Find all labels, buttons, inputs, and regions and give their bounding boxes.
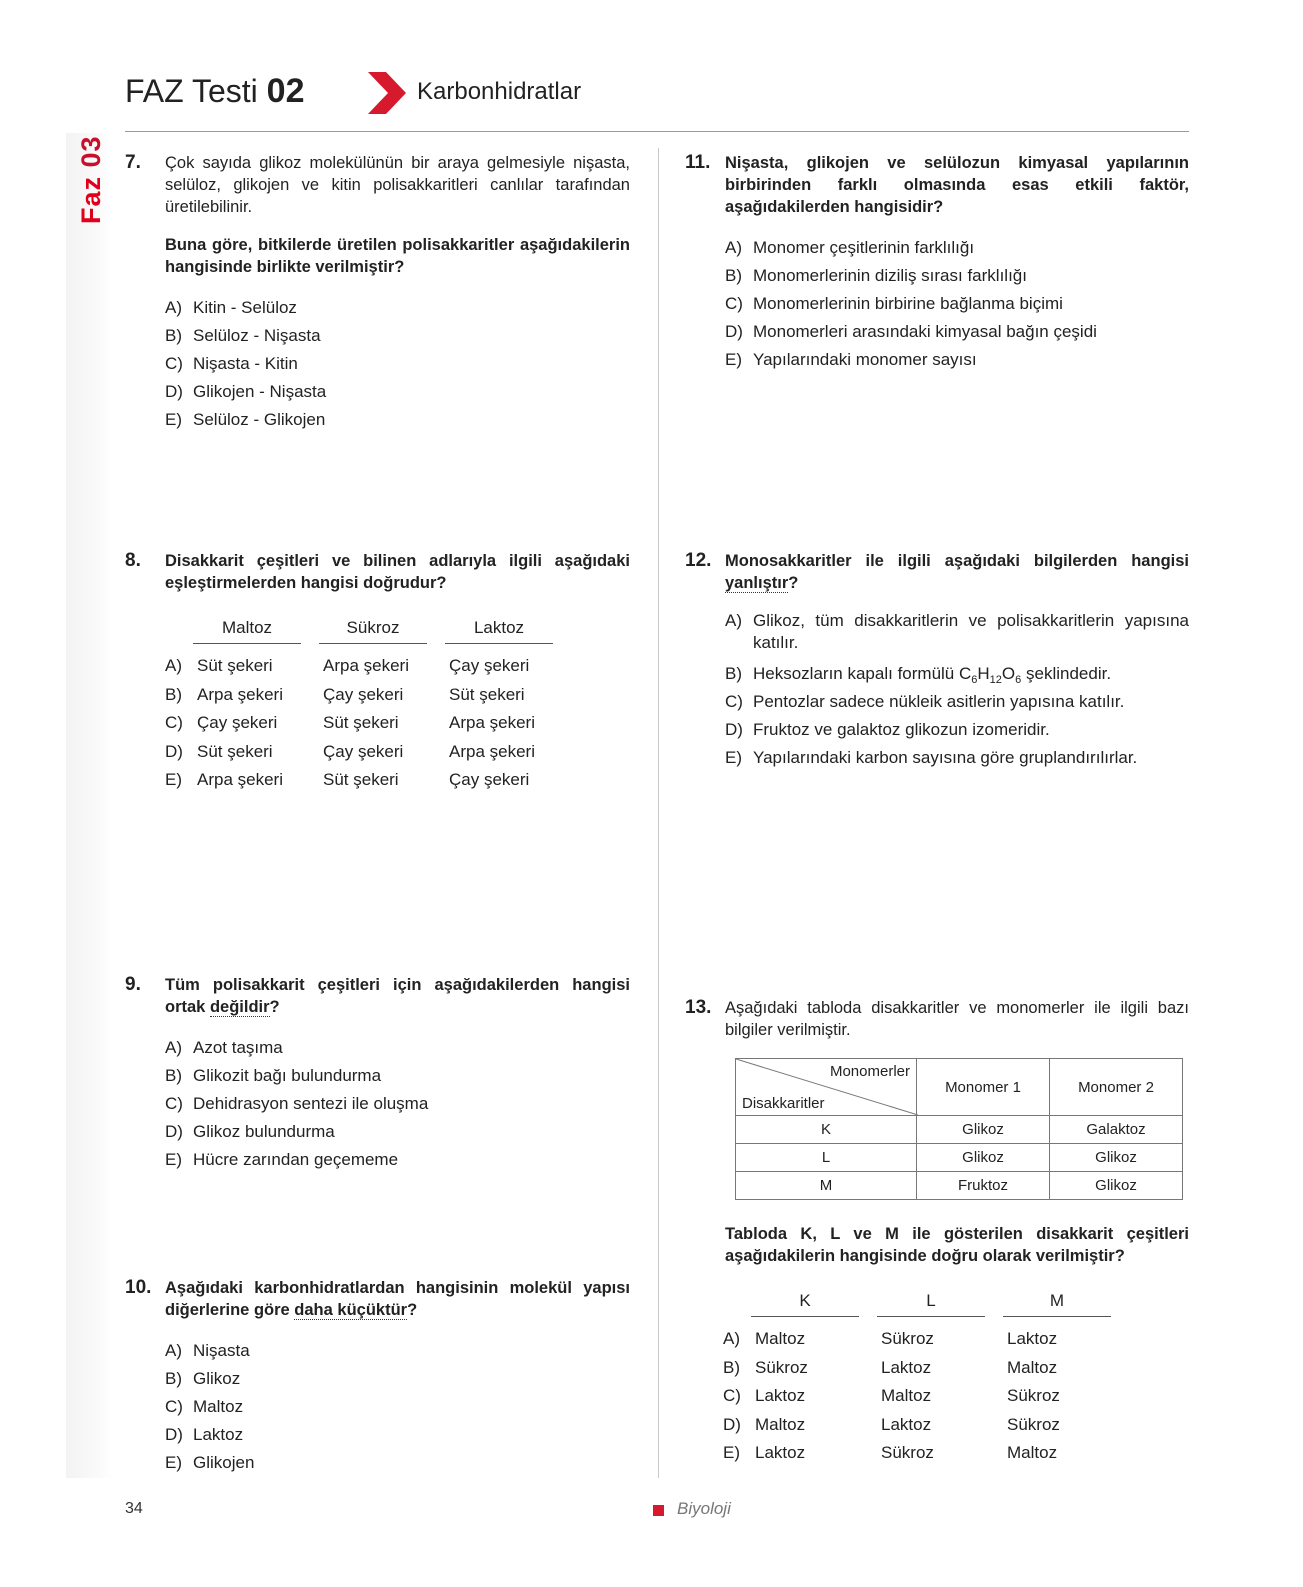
- option-text: Glikojen: [193, 1453, 255, 1472]
- option-cell: Süt şekeri: [449, 684, 525, 704]
- option-cell: Çay şekeri: [323, 741, 404, 761]
- footer-square-icon: [653, 1505, 664, 1516]
- option-text: Glikojen - Nişasta: [193, 382, 327, 401]
- option-letter: E): [723, 1443, 740, 1462]
- option-d: D) Fruktoz ve galaktoz glikozun izomeridir.: [725, 720, 1050, 739]
- option-letter: D): [725, 322, 743, 341]
- options-list: [725, 610, 1189, 772]
- option-letter: E): [725, 350, 742, 369]
- option-item: [165, 1146, 630, 1174]
- options-list: [725, 234, 1189, 374]
- option-text: Dehidrasyon sentezi ile oluşma: [193, 1094, 429, 1113]
- option-letter: D): [165, 1122, 183, 1141]
- option-item: [725, 234, 1189, 262]
- option-item: [165, 1034, 630, 1062]
- column-header: Maltoz: [193, 614, 301, 644]
- option-row: [723, 1411, 1189, 1440]
- option-item: [165, 1337, 630, 1365]
- option-text: Selüloz - Glikojen: [193, 410, 326, 429]
- options-list: [165, 294, 630, 434]
- matching-table: [723, 1287, 1189, 1468]
- option-letter: B): [725, 266, 742, 285]
- option-cell: Laktoz: [1007, 1329, 1058, 1348]
- option-cell: Laktoz: [881, 1414, 932, 1434]
- question-9: 9. Tüm polisakkarit çeşitleri için aşağıdakilerden hangisi ortak değildir? A) Azot taşıma B) Glikozit bağı bulundurma C) Dehidrasyon sentezi ile oluşma D) Glikoz bulundurma E) Hücre zarından geçememe: [125, 974, 630, 1174]
- table-row: K Glikoz Galaktoz: [736, 1116, 1183, 1144]
- option-cell: Arpa şekeri: [449, 713, 535, 732]
- table-header-monomer1: Monomer 1: [917, 1059, 1050, 1116]
- option-letter: D): [723, 1414, 741, 1434]
- option-text: Yapılarındaki monomer sayısı: [753, 350, 977, 369]
- column-header: L: [877, 1287, 985, 1317]
- option-letter: A): [165, 656, 182, 675]
- table-corner-bottom: Disakkaritler: [742, 1095, 825, 1112]
- option-item: [165, 378, 630, 406]
- option-cell: Çay şekeri: [323, 684, 404, 704]
- option-item: [165, 322, 630, 350]
- option-text: Azot taşıma: [193, 1038, 283, 1057]
- option-item: [165, 1062, 630, 1090]
- option-text: Glikozit bağı bulundurma: [193, 1066, 382, 1085]
- column-header: M: [1003, 1287, 1111, 1317]
- option-letter: C): [165, 713, 183, 732]
- data-table: [735, 1058, 1183, 1200]
- option-text: Hücre zarından geçememe: [193, 1150, 399, 1169]
- option-item: [165, 1118, 630, 1146]
- option-row: [165, 738, 630, 767]
- option-text: Nişasta - Kitin: [193, 354, 298, 373]
- header-divider: [125, 131, 1189, 132]
- option-cell: Maltoz: [881, 1386, 932, 1405]
- option-text: Glikoz bulundurma: [193, 1122, 335, 1141]
- test-title: FAZ Testi 02: [125, 72, 305, 110]
- option-cell: Sükroz: [881, 1329, 934, 1348]
- option-item: [725, 290, 1189, 318]
- option-cell: Sükroz: [1007, 1414, 1060, 1434]
- option-letter: B): [723, 1357, 740, 1377]
- option-cell: Süt şekeri: [323, 713, 399, 732]
- option-cell: Maltoz: [755, 1414, 806, 1434]
- table-header-monomer2: Monomer 2: [1050, 1059, 1183, 1116]
- option-row: [165, 766, 630, 795]
- option-cell: Arpa şekeri: [197, 684, 283, 704]
- column-header: Sükroz: [319, 614, 427, 644]
- option-cell: Laktoz: [755, 1386, 806, 1405]
- option-cell: Maltoz: [1007, 1443, 1058, 1462]
- option-cell: Arpa şekeri: [323, 656, 409, 675]
- option-row: [723, 1325, 1189, 1354]
- question-text: Tüm polisakkarit çeşitleri için aşağıdakilerden hangisi ortak değildir?: [165, 976, 630, 1016]
- question-text: Buna göre, bitkilerde üretilen polisakkaritler aşağıdakilerin hangisinde birlikte verilmiştir?: [165, 236, 630, 276]
- option-cell: Laktoz: [881, 1357, 932, 1377]
- option-text: Monomer çeşitlerinin farklılığı: [753, 238, 975, 257]
- option-letter: B): [165, 1066, 182, 1085]
- option-letter: C): [165, 1094, 183, 1113]
- option-row: [723, 1439, 1189, 1468]
- option-item: [165, 350, 630, 378]
- footer-subject: Biyoloji: [677, 1499, 731, 1518]
- option-row: [165, 681, 630, 710]
- matching-table: [165, 614, 630, 795]
- option-letter: E): [165, 1453, 182, 1472]
- question-stem: Çok sayıda glikoz molekülünün bir araya gelmesiyle nişasta, selüloz, glikojen ve kitin polisakkaritleri canlılar tarafından üretilebilinir.: [165, 154, 630, 216]
- option-b: B) Heksozların kapalı formülü $C_6H_{12}O_6$ şeklindedir.: [725, 664, 1112, 686]
- option-cell: Maltoz: [1007, 1357, 1058, 1377]
- option-row: [723, 1382, 1189, 1411]
- chevron-right-icon: [362, 70, 408, 116]
- option-letter: C): [725, 294, 743, 313]
- table-corner-top: Monomerler: [829, 1063, 910, 1080]
- option-cell: Sükroz: [755, 1357, 808, 1377]
- option-text: Nişasta: [193, 1341, 250, 1360]
- question-13: 13. Aşağıdaki tabloda disakkaritler ve monomerler ile ilgili bazı bilgiler verilmiştir.: [685, 997, 1189, 1039]
- option-letter: A): [723, 1329, 740, 1348]
- option-letter: A): [165, 1038, 182, 1057]
- option-cell: Arpa şekeri: [449, 741, 535, 761]
- side-label: Faz 03: [76, 135, 106, 224]
- question-stem: Aşağıdaki tabloda disakkaritler ve monomerler ile ilgili bazı bilgiler verilmiştir.: [725, 999, 1189, 1039]
- option-e: E) Yapılarındaki karbon sayısına göre gruplandırılırlar.: [725, 748, 1138, 767]
- option-cell: Süt şekeri: [197, 656, 273, 675]
- option-item: [165, 1449, 630, 1477]
- option-letter: B): [165, 684, 182, 704]
- table-row: M Fruktoz Glikoz: [736, 1172, 1183, 1200]
- option-text: Laktoz: [193, 1425, 244, 1444]
- option-letter: E): [165, 410, 182, 429]
- option-cell: Çay şekeri: [197, 713, 278, 732]
- option-letter: D): [165, 382, 183, 401]
- side-strip: [66, 133, 112, 1478]
- option-cell: Çay şekeri: [449, 656, 530, 675]
- column-header: K: [751, 1287, 859, 1317]
- question-text: Nişasta, glikojen ve selülozun kimyasal yapılarının birbirinden farklı olmasında esas etkili faktör, aşağıdakilerden hangisidir?: [725, 154, 1189, 216]
- options-list: [165, 1034, 630, 1174]
- option-item: [725, 346, 1189, 374]
- option-item: [725, 262, 1189, 290]
- option-item: [165, 406, 630, 434]
- question-8: 8. Disakkarit çeşitleri ve bilinen adlarıyla ilgili aşağıdaki eşleştirmelerden hangisi doğrudur? Maltoz Sükroz Laktoz A) Süt şekeri Arpa şekeri Çay şekeri B) Arpa şekeri Çay şekeri Süt şekeri C) Çay şekeri Süt şekeri Arpa şekeri D) Süt şekeri Çay şekeri Arpa şekeri E) Arpa şekeri Süt şekeri Çay şekeri: [125, 550, 630, 795]
- option-letter: B): [165, 326, 182, 345]
- option-letter: A): [165, 1341, 182, 1360]
- option-text: Monomerleri arasındaki kimyasal bağın çeşidi: [753, 322, 1097, 341]
- option-text: Glikoz: [193, 1369, 241, 1388]
- option-text: Maltoz: [193, 1397, 244, 1416]
- question-text: Monosakkaritler ile ilgili aşağıdaki bilgilerden hangisi yanlıştır?: [725, 552, 1189, 592]
- option-cell: Sükroz: [881, 1443, 934, 1462]
- table-row: L Glikoz Glikoz: [736, 1144, 1183, 1172]
- question-text: Tabloda K, L ve M ile gösterilen disakkarit çeşitleri aşağıdakilerin hangisinde doğru olarak verilmiştir?: [725, 1225, 1189, 1265]
- option-item: [165, 294, 630, 322]
- options-list: [165, 1337, 630, 1477]
- table-corner-cell: [736, 1059, 917, 1116]
- option-item: [165, 1090, 630, 1118]
- option-text: Selüloz - Nişasta: [193, 326, 321, 345]
- option-row: [165, 709, 630, 738]
- topic-title: Karbonhidratlar: [417, 78, 582, 105]
- option-cell: Laktoz: [755, 1443, 806, 1462]
- option-row: [723, 1354, 1189, 1383]
- option-letter: A): [725, 238, 742, 257]
- option-letter: C): [165, 1397, 183, 1416]
- option-text: Monomerlerinin diziliş sırası farklılığı: [753, 266, 1027, 285]
- option-letter: E): [165, 770, 182, 789]
- question-7: 7. Çok sayıda glikoz molekülünün bir araya gelmesiyle nişasta, selüloz, glikojen ve kitin polisakkaritleri canlılar tarafından üretilebilinir. Buna göre, bitkilerde üretilen polisakkaritler aşağıdakilerin hangisinde birlikte verilmiştir? A) Kitin - Selüloz B) Selüloz - Nişasta C) Nişasta - Kitin D) Glikojen - Nişasta E) Selüloz - Glikojen: [125, 152, 630, 434]
- option-c: C) Pentozlar sadece nükleik asitlerin yapısına katılır.: [725, 692, 1125, 711]
- option-cell: Maltoz: [755, 1329, 806, 1348]
- option-letter: D): [165, 741, 183, 761]
- option-letter: B): [165, 1369, 182, 1388]
- question-10: 10. Aşağıdaki karbonhidratlardan hangisinin molekül yapısı diğerlerine göre daha küçüktür? A) Nişasta B) Glikoz C) Maltoz D) Laktoz E) Glikojen: [125, 1277, 630, 1477]
- option-letter: C): [165, 354, 183, 373]
- option-letter: D): [165, 1425, 183, 1444]
- option-item: [165, 1365, 630, 1393]
- question-text: Aşağıdaki karbonhidratlardan hangisinin molekül yapısı diğerlerine göre daha küçüktür?: [165, 1279, 630, 1319]
- question-12: 12. Monosakkaritler ile ilgili aşağıdaki bilgilerden hangisi yanlıştır? A) Glikoz, tüm disakkaritlerin ve polisakkaritlerin yapısına katılır. B) Heksozların kapalı formülü $C_6H_{12}O_6$ şeklindedir. C) Pentozlar sadece nükleik asitlerin yapısına katılır. D) Fruktoz ve galaktoz glikozun izomeridir. E) Yapılarındaki karbon sayısına göre gruplandırılırlar.: [685, 550, 1189, 772]
- option-text: Monomerlerinin birbirine bağlanma biçimi: [753, 294, 1063, 313]
- option-cell: Çay şekeri: [449, 770, 530, 789]
- option-cell: Sükroz: [1007, 1386, 1060, 1405]
- option-letter: E): [165, 1150, 182, 1169]
- option-item: [165, 1421, 630, 1449]
- option-item: [725, 318, 1189, 346]
- option-item: [165, 1393, 630, 1421]
- column-divider: [658, 148, 659, 1478]
- question-13-prompt: [725, 1223, 1189, 1468]
- page-number: 34: [125, 1500, 143, 1517]
- option-a: A) Glikoz, tüm disakkaritlerin ve polisakkaritlerin yapısına katılır.: [725, 611, 1189, 652]
- question-11: 11. Nişasta, glikojen ve selülozun kimyasal yapılarının birbirinden farklı olmasında esas etkili faktör, aşağıdakilerden hangisidir? A) Monomer çeşitlerinin farklılığı B) Monomerlerinin diziliş sırası farklılığı C) Monomerlerinin birbirine bağlanma biçimi D) Monomerleri arasındaki kimyasal bağın çeşidi E) Yapılarındaki monomer sayısı: [685, 152, 1189, 374]
- option-text: Kitin - Selüloz: [193, 298, 297, 317]
- option-letter: C): [723, 1386, 741, 1405]
- column-header: Laktoz: [445, 614, 553, 644]
- option-letter: A): [165, 298, 182, 317]
- option-row: [165, 652, 630, 681]
- option-cell: Süt şekeri: [197, 741, 273, 761]
- question-text: Disakkarit çeşitleri ve bilinen adlarıyla ilgili aşağıdaki eşleştirmelerden hangisi doğrudur?: [165, 552, 630, 592]
- option-cell: Arpa şekeri: [197, 770, 283, 789]
- option-cell: Süt şekeri: [323, 770, 399, 789]
